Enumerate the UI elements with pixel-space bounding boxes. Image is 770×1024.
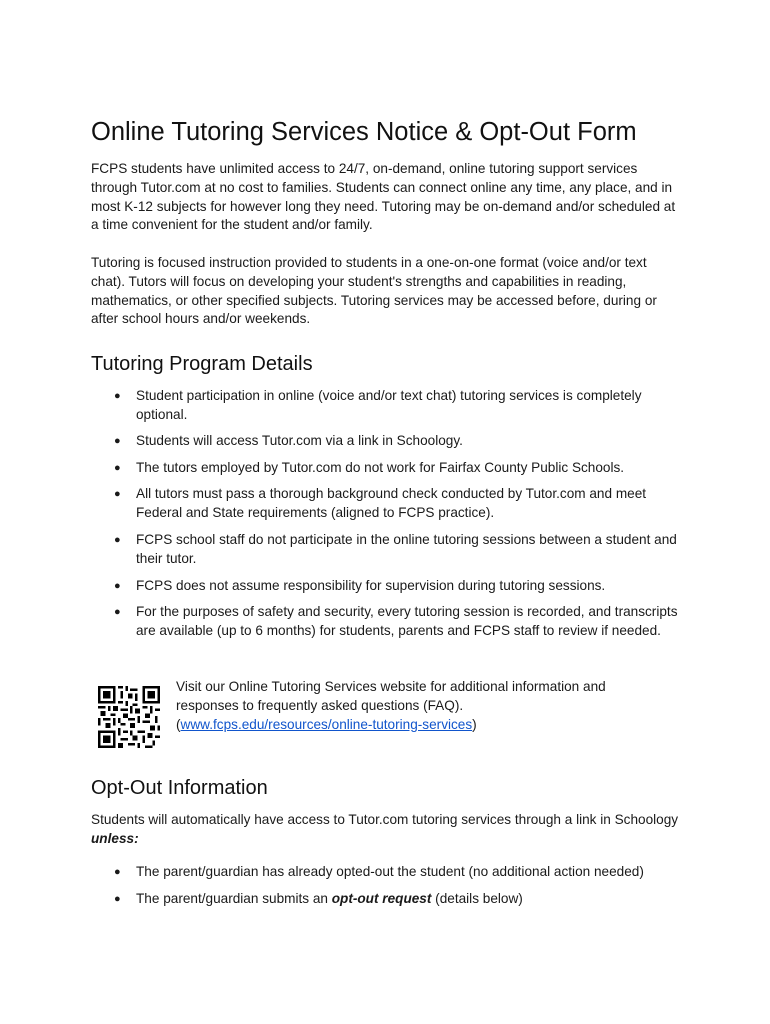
qr-code-icon[interactable] (98, 686, 160, 748)
opt-out-intro-text: Students will automatically have access to Tutor.com tutoring services through a link in Schoology (91, 812, 679, 827)
list-item (114, 531, 681, 569)
list-item-text: Students will access Tutor.com via a link in Schoology. (136, 433, 463, 448)
opt-out-intro (91, 811, 681, 849)
bullet-icon: ● (114, 580, 121, 592)
intro-paragraph-1: FCPS students have unlimited access to 24/7, on-demand, online tutoring support services through Tutor.com at no cost to families. Students can connect online any time, any place, and in most K-12 subjects for however long they need. Tutoring may be on-demand and/or scheduled at a time convenient for the student and/or family. (91, 161, 676, 233)
bullet-icon: ● (114, 488, 121, 500)
list-item-text: FCPS does not assume responsibility for supervision during tutoring sessions. (136, 578, 606, 593)
list-item (114, 603, 681, 641)
website-info (176, 678, 646, 734)
bullet-icon: ● (114, 462, 121, 474)
opt-out-item-2-before: The parent/guardian submits an (136, 891, 332, 906)
bullet-icon: ● (114, 435, 121, 447)
website-link-close: ) (472, 716, 477, 732)
list-item-text: All tutors must pass a thorough background check conducted by Tutor.com and meet Federal and State requirements (aligned to FCPS practice). (136, 486, 647, 520)
bullet-icon: ● (114, 866, 121, 878)
list-item-text: For the purposes of safety and security, every tutoring session is recorded, and transcripts are available (up to 6 months) for students, parents and FCPS staff to review if needed. (136, 604, 678, 638)
list-item (114, 863, 681, 882)
website-link-open: ( (176, 716, 181, 732)
opt-out-item-2-after: (details below) (431, 891, 523, 906)
list-item-text (136, 891, 523, 906)
list-item (114, 459, 681, 478)
website-info-text: Visit our Online Tutoring Services website for additional information and responses to frequently asked questions (FAQ). (176, 679, 606, 713)
bullet-icon: ● (114, 534, 121, 546)
opt-out-request-emphasis: opt-out request (331, 891, 432, 906)
list-item (114, 432, 681, 451)
opt-out-intro-emphasis: unless: (91, 830, 139, 846)
list-item-text: The tutors employed by Tutor.com do not work for Fairfax County Public Schools. (136, 460, 625, 475)
list-item (114, 387, 681, 425)
list-item-text: Student participation in online (voice and/or text chat) tutoring services is completely optional. (136, 388, 642, 422)
list-item (114, 485, 681, 523)
intro-paragraph-2: Tutoring is focused instruction provided to students in a one-on-one format (voice and/or text chat). Tutors will focus on developing your student's strengths and capabilities in reading, mathematics, or other specified subjects. Tutoring services may be accessed before, during or after school hours and/or weekends. (91, 255, 657, 327)
list-item (114, 577, 681, 596)
program-details-heading: Tutoring Program Details (91, 353, 313, 375)
list-item-text: The parent/guardian has already opted-out the student (no additional action needed) (136, 864, 644, 879)
website-link[interactable]: www.fcps.edu/resources/online-tutoring-services (180, 716, 473, 732)
bullet-icon: ● (114, 390, 121, 402)
opt-out-heading: Opt-Out Information (91, 777, 268, 799)
page-title: Online Tutoring Services Notice & Opt-Out Form (91, 118, 637, 146)
list-item-text: FCPS school staff do not participate in the online tutoring sessions between a student and their tutor. (136, 532, 677, 566)
bullet-icon: ● (114, 893, 121, 905)
bullet-icon: ● (114, 606, 121, 618)
list-item (114, 890, 681, 909)
